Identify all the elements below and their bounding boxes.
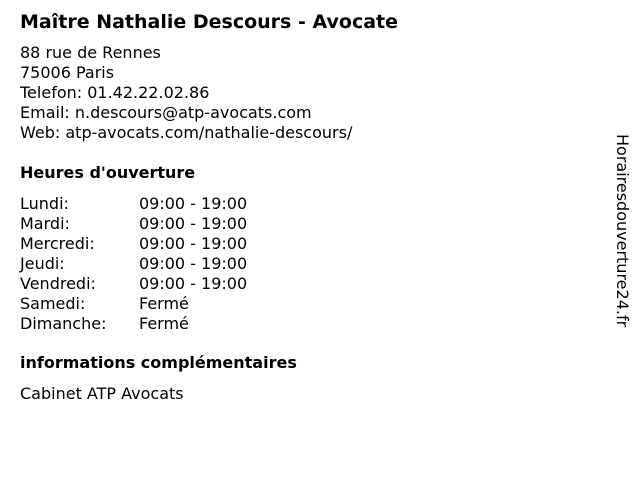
hours-row-sunday bbox=[20, 314, 247, 334]
day-label: Lundi: bbox=[20, 194, 69, 213]
time-value: 09:00 - 19:00 bbox=[139, 274, 248, 293]
time-value: Fermé bbox=[139, 314, 189, 333]
page-title: Maître Nathalie Descours - Avocate bbox=[20, 11, 398, 33]
day-label: Jeudi: bbox=[20, 254, 65, 273]
info-text: Cabinet ATP Avocats bbox=[20, 384, 184, 403]
hours-row-monday bbox=[20, 194, 247, 214]
info-heading: informations complémentaires bbox=[20, 353, 297, 372]
time-value: 09:00 - 19:00 bbox=[139, 194, 248, 213]
opening-hours-table bbox=[20, 194, 247, 334]
time-value: Fermé bbox=[139, 294, 189, 313]
address-city: 75006 Paris bbox=[20, 63, 115, 82]
time-value: 09:00 - 19:00 bbox=[139, 234, 248, 253]
hours-heading: Heures d'ouverture bbox=[20, 163, 196, 182]
day-label: Mercredi: bbox=[20, 234, 95, 253]
time-value: 09:00 - 19:00 bbox=[139, 254, 248, 273]
hours-row-tuesday bbox=[20, 214, 247, 234]
hours-row-saturday bbox=[20, 294, 247, 314]
address-street: 88 rue de Rennes bbox=[20, 43, 161, 62]
site-watermark: Horairesdouverture24.fr bbox=[613, 134, 632, 328]
day-label: Dimanche: bbox=[20, 314, 107, 333]
day-label: Samedi: bbox=[20, 294, 86, 313]
hours-row-thursday bbox=[20, 254, 247, 274]
website-address: Web: atp-avocats.com/nathalie-descours/ bbox=[20, 123, 353, 142]
day-label: Vendredi: bbox=[20, 274, 96, 293]
day-label: Mardi: bbox=[20, 214, 70, 233]
contact-block bbox=[20, 43, 352, 143]
email-address: Email: n.descours@atp-avocats.com bbox=[20, 103, 312, 122]
time-value: 09:00 - 19:00 bbox=[139, 214, 248, 233]
hours-row-wednesday bbox=[20, 234, 247, 254]
hours-row-friday bbox=[20, 274, 247, 294]
phone-number: Telefon: 01.42.22.02.86 bbox=[20, 83, 210, 102]
